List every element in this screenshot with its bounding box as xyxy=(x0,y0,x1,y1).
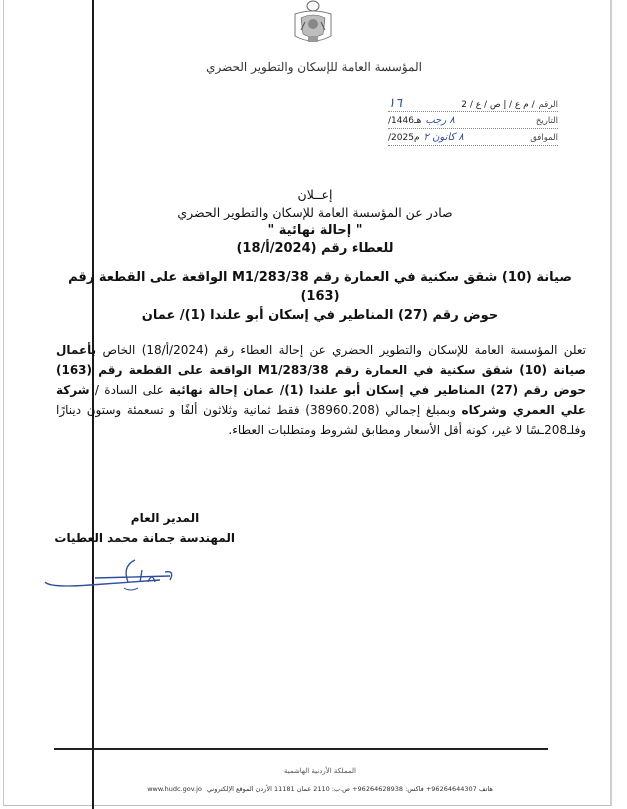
footer-website-link[interactable]: www.hudc.gov.jo xyxy=(147,785,202,793)
hijri-date-value: /1446هـ xyxy=(388,116,422,126)
reference-block xyxy=(388,96,558,147)
coat-of-arms-logo xyxy=(283,0,343,48)
signatory-name: المهندسة جمانة محمد العطيات xyxy=(54,531,235,545)
body-paragraph xyxy=(56,340,586,440)
footer-rule xyxy=(54,748,548,750)
announcement-heading: إعــلان xyxy=(297,187,333,202)
gregorian-date-row xyxy=(388,130,558,146)
handwritten-hijri-date: ٨ رجب xyxy=(425,115,455,126)
body-intro: تعلن المؤسسة العامة للإسكان والتطوير الحضري عن إحالة العطاء رقم (2024/أ/18) الخاص xyxy=(102,343,586,357)
organization-name: المؤسسة العامة للإسكان والتطوير الحضري xyxy=(206,60,422,74)
hijri-date-row xyxy=(388,113,558,129)
body-location: حوض رقم (27) المناطير في إسكان أبو علندا (1)/ عمان إحالة نهائية xyxy=(169,383,586,397)
body-awardee-prefix: على السادة / xyxy=(94,383,164,397)
hijri-date-label: التاريخ xyxy=(535,116,558,126)
announcement-type: " إحالة نهائية " xyxy=(267,223,363,238)
handwritten-reference-number: ١٦ xyxy=(388,96,402,111)
footer-contact xyxy=(100,784,540,794)
tender-number: للعطاء رقم (2024/أ/18) xyxy=(236,241,394,256)
signatory-title: المدير العام xyxy=(130,511,200,525)
body-works: بأعمال صيانة (10) شقق سكنية في العمارة رقم M1/283/38 الواقعة على القطعة رقم (163) xyxy=(56,343,586,377)
announcement-header xyxy=(80,186,550,258)
footer-country: المملكة الأردنية الهاشمية xyxy=(283,767,357,775)
gregorian-date-value: /2025م xyxy=(388,133,420,143)
footer-contact-details: هاتف 96264644307+ فاكس: 96264628938+ ص.ب: 2110 عمان 11181 الأردن الموقع الإلكتروني xyxy=(206,785,493,793)
body-amount: وبمبلغ إجمالي (38960.208) فقط ثمانية وثلاثون ألفًا و تسعمئة وستون دينارًا وفلـ208ـسًا لا غير، كونه أقل الأسعار ومطابق لشروط ومتطلبات العطاء. xyxy=(56,403,586,437)
subject-line-2: حوض رقم (27) المناطير في إسكان أبو علندا (1)/ عمان xyxy=(141,308,499,323)
reference-number-label: الرقم xyxy=(538,100,558,110)
reference-number-row xyxy=(388,96,558,112)
reference-number-value: م ع / إ ص / ع / 2 / xyxy=(461,100,535,110)
handwritten-signature xyxy=(40,552,180,597)
signatory-block xyxy=(54,508,235,548)
gregorian-date-label: الموافق xyxy=(530,133,558,143)
body-awardee: شركة علي العمري وشركاه xyxy=(56,383,586,417)
announcement-issuer: صادر عن المؤسسة العامة للإسكان والتطوير الحضري xyxy=(177,205,453,220)
handwritten-gregorian-date: ٨ كانون ٢ xyxy=(423,132,464,143)
announcement-subject xyxy=(55,268,585,325)
subject-line-1: صيانة (10) شقق سكنية في العمارة رقم M1/283/38 الواقعة على القطعة رقم (163) xyxy=(68,270,572,304)
